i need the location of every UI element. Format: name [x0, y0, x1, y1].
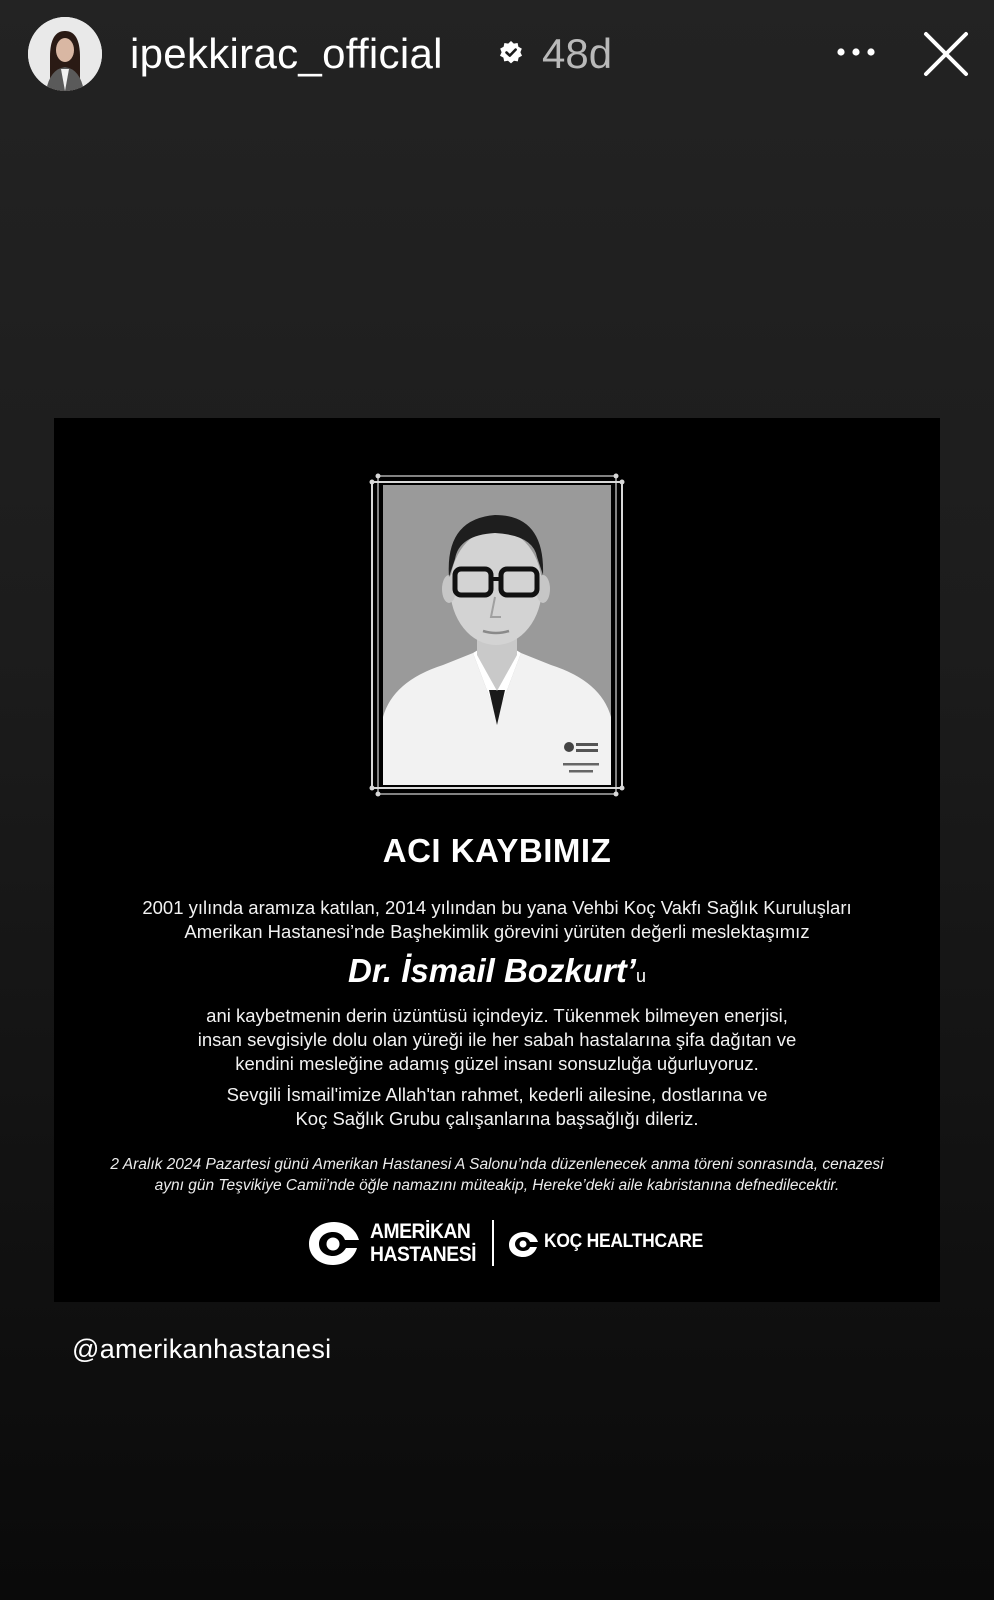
story-header [0, 0, 994, 110]
deceased-name [54, 952, 940, 990]
condolence-paragraph: ani kaybetmenin derin üzüntüsü içindeyiz. Tükenmek bilmeyen enerjisi, insan sevgisiyle dolu olan yüreği ile her sabah hastalarına şifa dağıtan ve kendini mesleğine adamış güzel insanı sonsuzluğa uğurluyoruz. [197, 1005, 797, 1074]
name-text: Dr. İsmail Bozkurt’ [348, 952, 636, 989]
koc-healthcare-logo-text: KOÇ HEALTHCARE [544, 1231, 703, 1252]
logo-divider [492, 1220, 494, 1266]
verified-badge-icon [498, 40, 524, 66]
amerikan-hastanesi-logo-text [370, 1220, 476, 1266]
post-age: 48d [542, 30, 613, 77]
headline: ACI KAYBIMIZ [382, 832, 612, 869]
intro-paragraph: 2001 yılında aramıza katılan, 2014 yılından bu yana Vehbi Koç Vakfı Sağlık Kuruluşları Amerikan Hastanesi’nde Başhekimlik görevini yürüten değerli meslektaşımız [142, 897, 852, 942]
funeral-note: 2 Aralık 2024 Pazartesi günü Amerikan Hastanesi A Salonu’nda düzenlenecek anma töreni sonrasında, cenazesi aynı gün Teşvikiye Camii’nde öğle namazını müteakip, Hereke’deki aile kabristanına defnedilecektir. [110, 1156, 884, 1194]
amerikan-hastanesi-logo-icon [306, 1218, 362, 1268]
prayer-paragraph: Sevgili İsmail'imize Allah'tan rahmet, kederli ailesine, dostlarına ve Koç Sağlık Grubu çalışanlarına başsağlığı dileriz. [226, 1084, 768, 1129]
more-options-icon[interactable] [834, 44, 878, 60]
doctor-portrait [383, 485, 611, 785]
post-card [54, 418, 940, 1302]
avatar[interactable] [28, 17, 102, 91]
name-suffix: u [635, 966, 646, 986]
username[interactable]: ipekkirac_official [130, 30, 443, 77]
mention-sticker[interactable]: @amerikanhastanesi [72, 1334, 332, 1364]
close-icon[interactable] [920, 28, 972, 80]
logo1-line1: AMERİKAN [370, 1220, 471, 1243]
koc-healthcare-logo-icon [508, 1230, 540, 1258]
logo1-line2: HASTANESİ [370, 1243, 477, 1266]
logos-row [54, 1218, 940, 1276]
portrait-frame [368, 470, 626, 800]
